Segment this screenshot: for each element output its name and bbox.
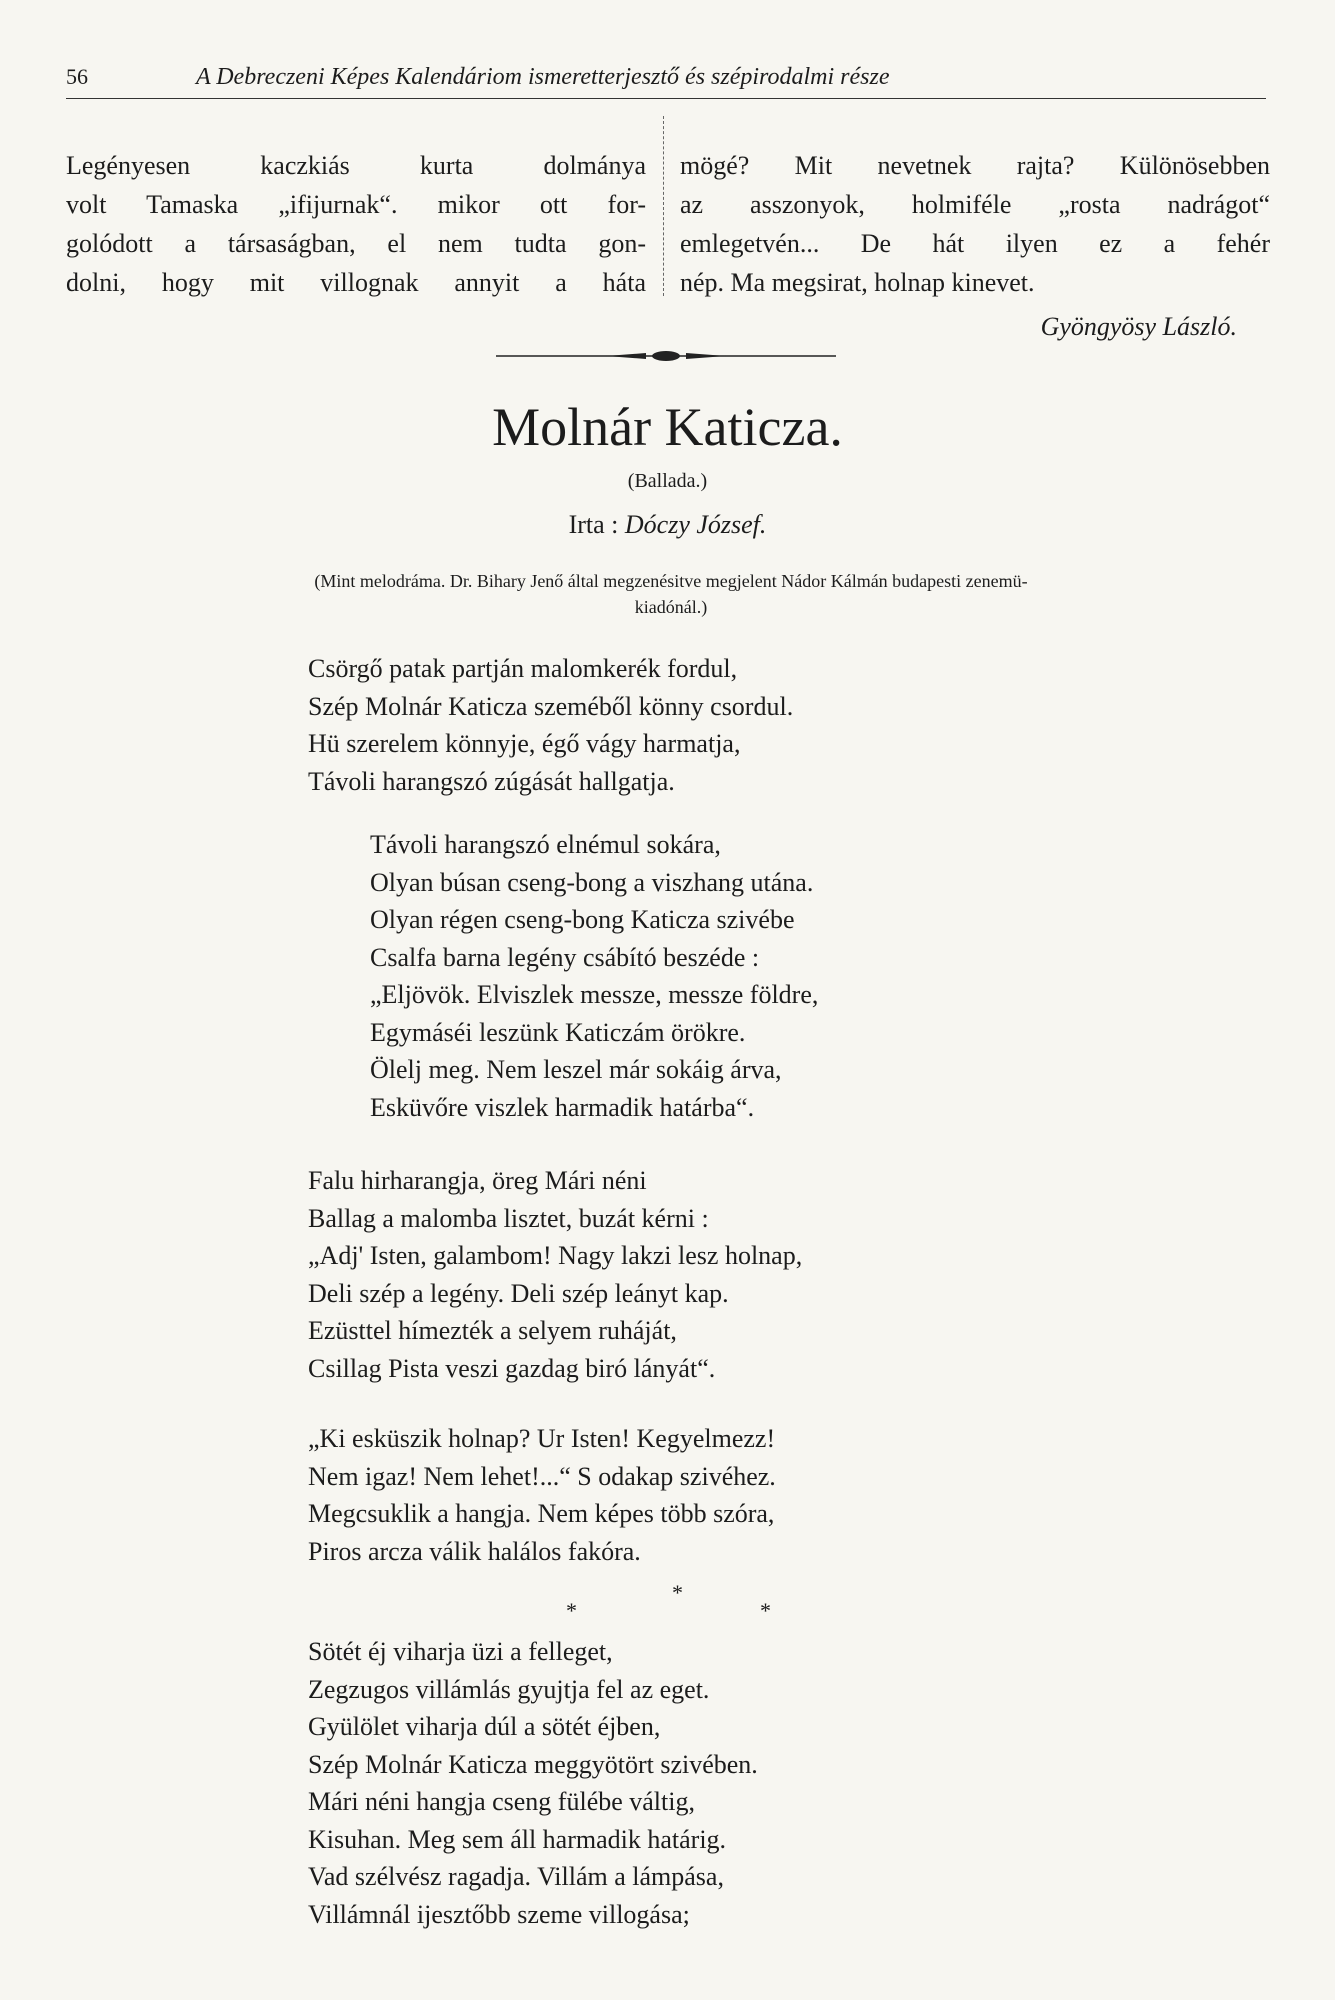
separator-star: * <box>566 1598 577 1623</box>
verse-line: Szép Molnár Katicza meggyötört szivében. <box>308 1749 758 1779</box>
poem-title: Molnár Katicza. <box>492 397 843 457</box>
page-number: 56 <box>66 64 88 89</box>
stanza-3 <box>308 1162 802 1387</box>
text-line: dolni, hogy mit villognak annyit a háta <box>66 268 646 297</box>
verse-line: Megcsuklik a hangja. Nem képes több szóra, <box>308 1499 775 1528</box>
text-line: volt Tamaska „ifijurnak“. mikor ott for- <box>66 190 646 219</box>
separator-star: * <box>672 1580 683 1605</box>
text-line: Legényesen kaczkiás kurta dolmánya <box>66 151 646 180</box>
verse-line: „Eljövök. Elviszlek messze, messze földre, <box>370 980 819 1009</box>
verse-line: Távoli harangszó zúgását hallgatja. <box>308 766 675 796</box>
verse-line: „Adj' Isten, galambom! Nagy lakzi lesz holnap, <box>308 1241 803 1270</box>
column-divider <box>663 116 664 296</box>
verse-line: Csillag Pista veszi gazdag biró lányát“. <box>308 1353 716 1383</box>
verse-line: Hü szerelem könnyje, égő vágy harmatja, <box>308 729 741 758</box>
verse-line: Piros arcza válik halálos fakóra. <box>308 1536 641 1566</box>
prev-article-left-column <box>66 146 646 302</box>
text-line: golódott a társaságban, el nem tudta gon- <box>66 229 646 258</box>
verse-line: Olyan régen cseng-bong Katicza szivébe <box>370 905 795 934</box>
text-line: mögé? Mit nevetnek rajta? Különösebben <box>680 151 1270 180</box>
verse-line: Villámnál ijesztőbb szeme villogása; <box>308 1899 690 1929</box>
verse-line: Csalfa barna legény csábító beszéde : <box>370 942 760 972</box>
stanza-5 <box>308 1633 758 1933</box>
stanza-1 <box>308 650 793 800</box>
verse-line: Szép Molnár Katicza szeméből könny csordul. <box>308 691 794 721</box>
running-title: A Debreczeni Képes Kalendáriom ismeretterjesztő és szépirodalmi része <box>196 64 890 90</box>
verse-line: Mári néni hangja cseng fülébe váltig, <box>308 1787 695 1816</box>
page-header <box>66 64 1266 99</box>
verse-line: „Ki esküszik holnap? Ur Isten! Kegyelmezz! <box>308 1424 776 1453</box>
stanza-2 <box>370 826 818 1126</box>
publication-note <box>66 568 1276 620</box>
prev-article-right-column <box>680 146 1270 302</box>
note-line: (Mint melodráma. Dr. Bihary Jenő által megzenésitve megjelent Nádor Kálmán budapesti zenemü- <box>314 571 1028 591</box>
verse-line: Csörgő patak partján malomkerék fordul, <box>308 654 738 683</box>
verse-line: Deli szép a legény. Deli szép leányt kap. <box>308 1278 729 1308</box>
stanza-4 <box>308 1420 776 1570</box>
verse-line: Nem igaz! Nem lehet!...“ S odakap szivéhez. <box>308 1461 776 1491</box>
poem-author: Dóczy József. <box>624 510 767 539</box>
section-separator <box>560 1580 780 1623</box>
separator-star: * <box>760 1598 771 1623</box>
note-line: kiadónál.) <box>634 597 708 617</box>
verse-line: Kisuhan. Meg sem áll harmadik határig. <box>308 1824 727 1854</box>
verse-line: Távoli harangszó elnémul sokára, <box>370 830 721 859</box>
article-signature: Gyöngyösy László. <box>1040 312 1237 341</box>
verse-line: Egymáséi leszünk Katiczám örökre. <box>370 1017 746 1047</box>
verse-line: Sötét éj viharja üzi a felleget, <box>308 1637 613 1666</box>
author-prefix: Irta : <box>568 510 619 539</box>
verse-line: Zegzugos villámlás gyujtja fel az eget. <box>308 1674 710 1704</box>
text-line: nép. Ma megsirat, holnap kinevet. <box>680 268 1035 297</box>
verse-line: Falu hirharangja, öreg Mári néni <box>308 1166 647 1195</box>
text-line: emlegetvén... De hát ilyen ez a fehér <box>680 229 1270 258</box>
verse-line: Esküvőre viszlek harmadik határba“. <box>370 1092 755 1122</box>
verse-line: Gyülölet viharja dúl a sötét éjben, <box>308 1712 661 1741</box>
verse-line: Ezüsttel hímezték a selyem ruháját, <box>308 1316 677 1345</box>
text-line: az asszonyok, holmiféle „rosta nadrágot“ <box>680 190 1270 219</box>
verse-line: Ballag a malomba lisztet, buzát kérni : <box>308 1203 709 1233</box>
verse-line: Vad szélvész ragadja. Villám a lámpása, <box>308 1862 724 1891</box>
author-line <box>0 510 1335 540</box>
verse-line: Ölelj meg. Nem leszel már sokáig árva, <box>370 1055 782 1084</box>
verse-line: Olyan búsan cseng-bong a viszhang utána. <box>370 867 814 897</box>
ornament-divider <box>496 346 836 366</box>
poem-subtitle: (Ballada.) <box>627 470 708 492</box>
